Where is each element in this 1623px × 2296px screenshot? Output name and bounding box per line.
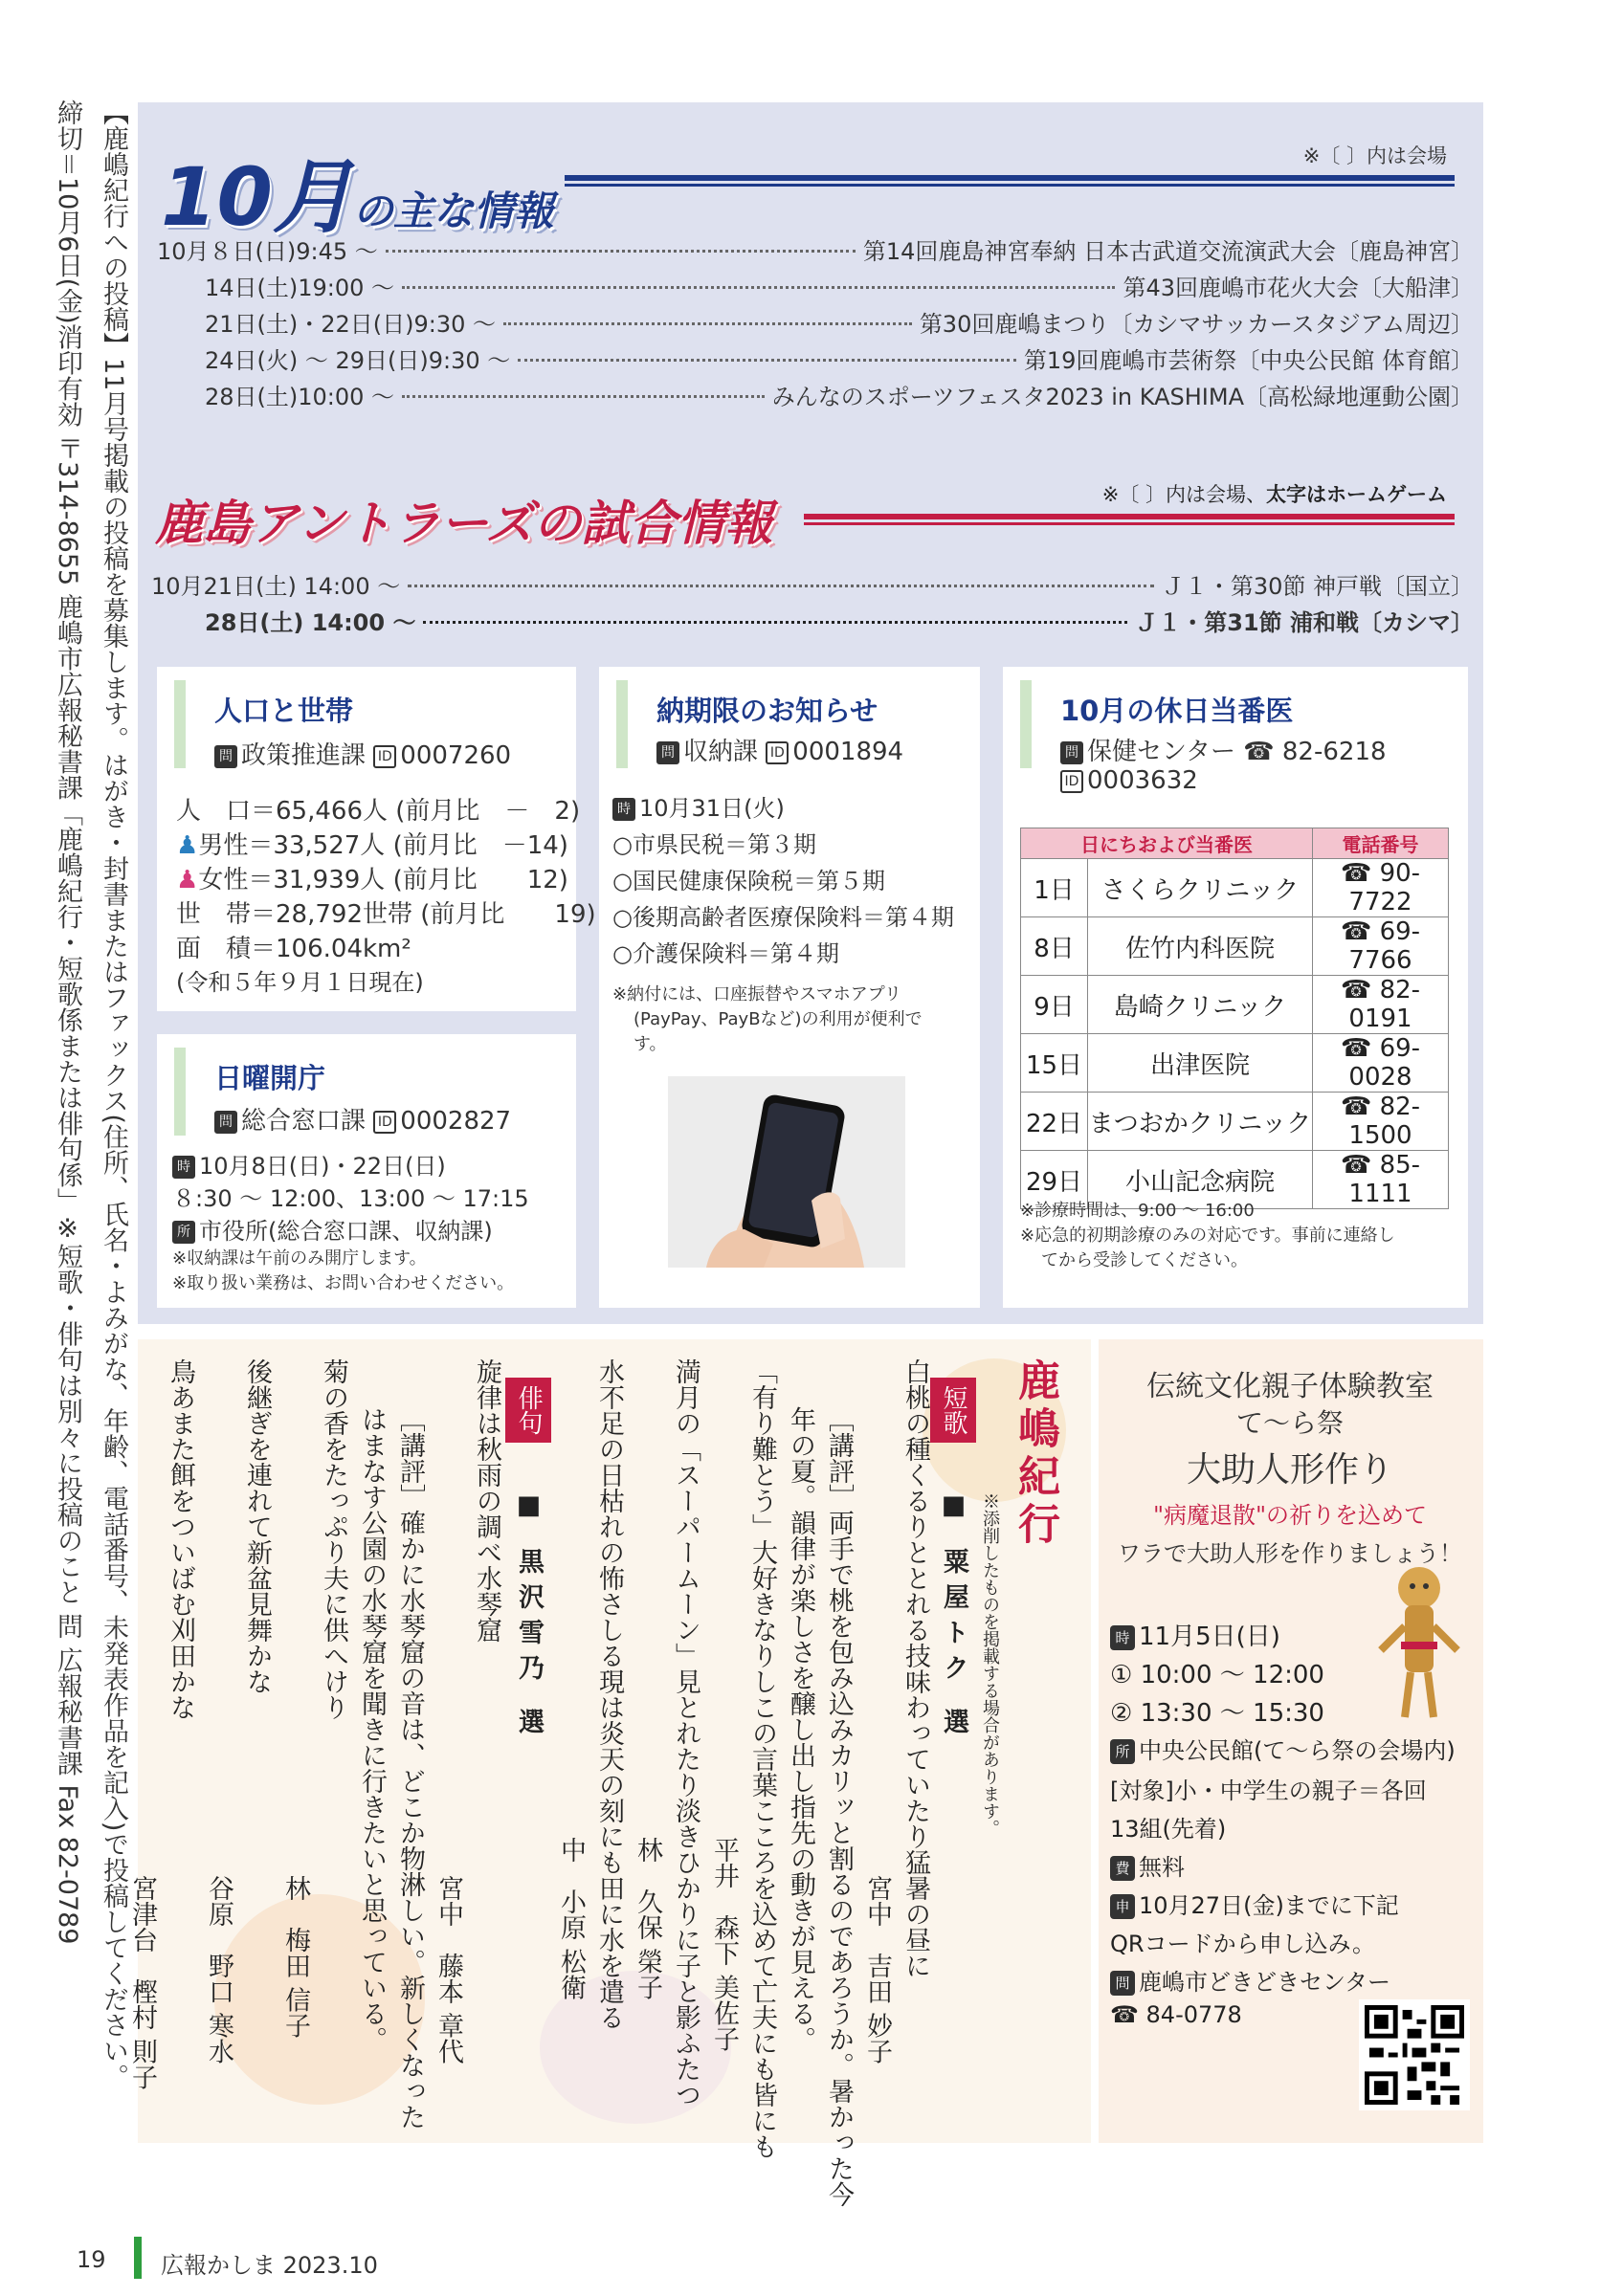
- row-label: 面 積: [176, 935, 252, 963]
- smartphone-photo: [668, 1076, 905, 1268]
- event-text: 第43回鹿嶋市花火大会〔大船津〕: [1123, 275, 1474, 301]
- haiku-header: [505, 1358, 551, 2105]
- event-fee: [1110, 1848, 1185, 1882]
- time-tag: 時: [172, 1156, 195, 1179]
- table-row: [1021, 917, 1449, 976]
- contact-tag: 問: [214, 745, 237, 768]
- row-diff: (前月比 － 2): [395, 797, 581, 826]
- holiday-contact: [1060, 732, 1387, 767]
- contact-dept: 政策推進課: [241, 741, 367, 770]
- fee-tag: 費: [1110, 1856, 1135, 1881]
- event-date-text: 11月5日(日): [1139, 1623, 1280, 1651]
- game-row: [205, 604, 1474, 637]
- apply-tag: 申: [1110, 1894, 1135, 1919]
- row-diff: (前月比 －14): [392, 831, 568, 860]
- antlers-note-home: 太字はホームゲーム: [1266, 483, 1447, 506]
- phone-icon: ☎: [1340, 1151, 1380, 1180]
- submission-notice-line-2: 締切＝10月6日(金)消印有効 〒314-8655 鹿嶋市広報秘書課「鹿嶋紀行・短歌係または俳句係」※短歌・俳句は別々に投稿のこと 問 広報秘書課 Fax 82-0789: [53, 99, 82, 1945]
- sunday-place-text: 市役所(総合窓口課、収納課): [199, 1218, 493, 1245]
- poem-comment: はまなす公園の水琴窟を聞きに行きたいと思っている。: [357, 1406, 387, 2052]
- poem-author: [199, 1358, 237, 2105]
- antlers-note: [1102, 479, 1447, 508]
- table-row: [1021, 1093, 1449, 1151]
- title-month: 10月: [161, 150, 353, 244]
- sunday-title: 日曜開庁: [214, 1062, 326, 1094]
- event-target-count: 13組(先着): [1110, 1816, 1227, 1843]
- event-title-2: て～ら祭: [1235, 1407, 1344, 1439]
- poem-text: 旋律は秋雨の調べ水琴窟: [472, 1358, 501, 1643]
- population-row: [176, 929, 411, 964]
- population-asof: (令和５年９月１日現在): [176, 969, 424, 996]
- contact-tag: 問: [1110, 1971, 1135, 1996]
- event-date: 24日(火) ～ 29日(日)9:30 ～: [205, 347, 511, 374]
- row-value: ＝65,466人: [251, 797, 388, 826]
- table-row: [1021, 976, 1449, 1034]
- event-text: 第14回鹿島神宮奉納 日本古武道交流演武大会〔鹿島神宮〕: [862, 238, 1474, 265]
- poem-author-name: 林 梅田 信子: [280, 1875, 310, 2039]
- sunday-contact: [214, 1101, 511, 1137]
- poem-author: [429, 1358, 467, 2105]
- table-row: [1021, 1034, 1449, 1093]
- holiday-doctor-card: [1003, 667, 1468, 1308]
- poem-author-name: 林 久保 榮子: [633, 1837, 662, 2000]
- event-fee-text: 無料: [1139, 1854, 1185, 1881]
- population-row: [176, 791, 580, 827]
- population-title: 人口と世帯: [214, 695, 354, 727]
- october-info-title: [161, 133, 554, 249]
- deadline-card: [599, 667, 980, 1308]
- row-label: 世 帯: [176, 900, 252, 929]
- page-id: 0007260: [400, 741, 512, 770]
- straw-doll-illustration: [1376, 1559, 1462, 1722]
- doctor-day: 29日: [1021, 1151, 1088, 1209]
- holiday-note: ※応急的初期診療のみの対応です。事前に連絡し: [1020, 1225, 1395, 1246]
- row-value: ＝28,792世帯: [251, 900, 412, 929]
- phone-icon: ☎: [1340, 976, 1380, 1004]
- poem: [314, 1358, 352, 2105]
- game-row: [151, 567, 1474, 601]
- doctor-tel-number: 69-7766: [1348, 917, 1421, 975]
- contact-dept: 収納課: [683, 738, 759, 766]
- event-text: 第30回鹿嶋まつり〔カシマサッカースタジアム周辺〕: [919, 311, 1474, 338]
- footer-accent: [134, 2237, 142, 2279]
- tanka-selector: ■ 粟屋トク 選: [939, 1490, 968, 1744]
- poem: [161, 1358, 199, 2105]
- doctor-name: 小山記念病院: [1088, 1151, 1313, 1209]
- row-label: 女性: [198, 866, 249, 894]
- female-icon: ♟: [176, 866, 199, 894]
- doctor-name: さくらクリニック: [1088, 859, 1313, 917]
- poem: [467, 1358, 505, 2105]
- event-text: 第19回鹿嶋市芸術祭〔中央公民館 体育館〕: [1023, 347, 1474, 374]
- poem-comment: ［講評］両手で桃を包み込みカリッと割るのであろうか。暑かった今: [824, 1406, 854, 2207]
- row-value: ＝31,939人: [248, 866, 386, 894]
- column-header: 日にちおよび当番医: [1021, 828, 1313, 859]
- poem-author-name: 宮中 吉田 妙子: [862, 1875, 892, 2064]
- poem-text: 白桃の種くるりととれる技味わっていたり猛暑の昼に: [900, 1358, 930, 1978]
- event-row: [157, 232, 1474, 266]
- row-label: 男性: [198, 831, 249, 860]
- holiday-title: 10月の休日当番医: [1060, 695, 1294, 727]
- poem-author: [551, 1358, 589, 2105]
- doctor-name: 出津医院: [1088, 1034, 1313, 1093]
- kiko-title: 鹿嶋紀行: [1011, 1358, 1059, 1550]
- population-contact: [214, 736, 511, 771]
- time-tag: 時: [612, 798, 635, 821]
- population-row: [176, 894, 596, 930]
- event-place-text: 中央公民館(て～ら祭の会場内): [1139, 1737, 1456, 1764]
- table-header: [1021, 828, 1449, 859]
- event-date: [1110, 1617, 1280, 1652]
- poem-columns: [127, 1358, 1066, 2207]
- place-tag: 所: [1110, 1739, 1135, 1764]
- event-slot-1: ① 10:00 ～ 12:00: [1110, 1661, 1324, 1689]
- event-date: 10月８日(日)9:45 ～: [157, 238, 378, 265]
- deadline-item: ○介護保険料＝第４期: [612, 940, 839, 967]
- event-text: みんなのスポーツフェスタ2023 in KASHIMA〔高松緑地運動公園〕: [771, 384, 1474, 410]
- phone-icon: ☎: [1243, 738, 1275, 766]
- row-label: 人 口: [176, 797, 252, 826]
- event-date: 28日(土)10:00 ～: [205, 384, 395, 410]
- id-tag: ID: [373, 1111, 396, 1134]
- page-id: 0001894: [792, 738, 904, 766]
- doctor-tel: [1313, 917, 1449, 976]
- event-title-3: 大助人形作り: [1186, 1450, 1393, 1490]
- poem: [743, 1358, 781, 2159]
- doctor-tel: [1313, 1093, 1449, 1151]
- deadline-item: ○後期高齢者医療保険料＝第４期: [612, 904, 954, 931]
- doctor-tel-number: 82-0191: [1348, 976, 1421, 1033]
- event-title-1: 伝統文化親子体験教室: [1146, 1370, 1434, 1403]
- doctor-day: 9日: [1021, 976, 1088, 1034]
- game-text: Ｊ１・第30節 神戸戦〔国立〕: [1161, 573, 1474, 600]
- id-tag: ID: [1060, 770, 1083, 793]
- event-apply-2: QRコードから申し込み。: [1110, 1931, 1376, 1957]
- poem-text: 鳥あまた餌をついばむ刈田かな: [166, 1358, 195, 1720]
- population-row: [176, 860, 568, 895]
- poem-author: [628, 1358, 666, 2105]
- deadline-contact: [656, 732, 903, 767]
- doctor-tel: [1313, 1034, 1449, 1093]
- antlers-title: 鹿島アントラーズの試合情報: [155, 496, 773, 551]
- id-tag: ID: [766, 741, 789, 764]
- title-sub: の主な情報: [352, 188, 554, 234]
- contact-tag: 問: [214, 1111, 237, 1134]
- phone-icon: ☎: [1340, 1034, 1380, 1063]
- event-row: [205, 378, 1474, 411]
- title-rule: [565, 175, 1455, 187]
- doctor-tel-number: 90-7722: [1348, 859, 1421, 916]
- poem-text: 後継ぎを連れて新盆見舞かな: [242, 1358, 272, 1694]
- poem-text: 水不足の日枯れの怖さしる現は炎天の刻にも田に水を遣る: [594, 1358, 624, 2030]
- population-row: [176, 826, 568, 861]
- doctor-tel-number: 82-1500: [1348, 1093, 1421, 1150]
- poem-author-name: 宮中 藤本 章代: [434, 1875, 463, 2064]
- event-phone-number: 84-0778: [1145, 2001, 1242, 2028]
- antlers-rule: [804, 514, 1455, 525]
- doctor-tel: [1313, 1151, 1449, 1209]
- submission-notice-line-1: 【鹿嶋紀行への投稿】11月号掲載の投稿を募集します。はがき・封書またはファックス(住所、氏名・よみがな、年齢、電話番号、未発表作品を記入)で投稿してください。: [99, 99, 128, 2090]
- page-id: 0002827: [400, 1107, 512, 1136]
- event-phone: [1110, 2001, 1242, 2028]
- doctor-name: 佐竹内科医院: [1088, 917, 1313, 976]
- poem: [666, 1358, 704, 2108]
- page-id: 0003632: [1087, 766, 1198, 795]
- doctor-name: 島崎クリニック: [1088, 976, 1313, 1034]
- sunday-date-text: 10月8日(日)・22日(日): [199, 1153, 446, 1180]
- holiday-id: [1060, 766, 1198, 795]
- sunday-place: [172, 1212, 493, 1246]
- id-tag: ID: [373, 745, 396, 768]
- sunday-hours: ８:30 ～ 12:00、13:00 ～ 17:15: [172, 1185, 529, 1212]
- game-date: 10月21日(土) 14:00 ～: [151, 573, 401, 600]
- row-value: ＝33,527人: [248, 831, 386, 860]
- row-diff: (前月比 19): [420, 900, 596, 929]
- sunday-card: [157, 1034, 576, 1308]
- holiday-note: ※診療時間は、9:00 ～ 16:00: [1020, 1201, 1255, 1221]
- info-panel: [138, 102, 1483, 1324]
- event-row: [205, 342, 1474, 375]
- doctor-day: 8日: [1021, 917, 1088, 976]
- phone-icon: ☎: [1110, 2001, 1146, 2028]
- poem-author-name: 平井 森下 美佐子: [709, 1837, 739, 2052]
- doctor-day: 15日: [1021, 1034, 1088, 1093]
- time-tag: 時: [1110, 1625, 1135, 1650]
- poem-author: [276, 1358, 314, 2105]
- deadline-note: ※納付には、口座振替やスマホアプリ: [612, 984, 902, 1004]
- population-card: [157, 667, 596, 1011]
- holiday-note: てから受診してください。: [1041, 1250, 1248, 1270]
- column-header: 電話番号: [1313, 828, 1449, 859]
- event-row: [205, 269, 1474, 302]
- event-box: [1091, 1339, 1483, 2143]
- poem: [237, 1358, 276, 2105]
- event-lead-2: ワラで大助人形を作りましょう！: [1118, 1540, 1462, 1567]
- doctor-tel-number: 85-1111: [1348, 1151, 1421, 1208]
- poem-author-name: 宮津台 樫村 則子: [127, 1875, 157, 2090]
- table-row: [1021, 859, 1449, 917]
- tanka-header: [934, 1358, 976, 2105]
- poem-author: [122, 1358, 161, 2105]
- qr-code[interactable]: [1359, 1999, 1470, 2110]
- sunday-note: ※取り扱い業務は、お問い合わせください。: [172, 1273, 515, 1293]
- game-date: 28日(土) 14:00 ～: [205, 609, 416, 636]
- deadline-item: ○市県民税＝第３期: [612, 831, 816, 858]
- venue-note: ※〔 〕内は会場: [1302, 144, 1447, 167]
- doctor-table: [1020, 828, 1449, 1209]
- deadline-note: (PayPay、PayBなど)の利用が便利で: [634, 1009, 923, 1029]
- place-tag: 所: [172, 1221, 195, 1244]
- kiko-note: ※添削したものを掲載する場合があります。: [980, 1492, 1000, 1837]
- doctor-tel-number: 69-0028: [1348, 1034, 1421, 1092]
- deadline-date-text: 10月31日(火): [639, 795, 785, 822]
- event-slot-2: ② 13:30 ～ 15:30: [1110, 1699, 1324, 1728]
- haiku-tag: 俳句: [505, 1378, 551, 1443]
- antlers-note-venue: ※〔 〕内は会場、: [1101, 483, 1266, 506]
- row-value: ＝106.04km²: [251, 935, 411, 963]
- poem: [896, 1358, 934, 2105]
- event-contact-text: 鹿嶋市どきどきセンター: [1139, 1969, 1391, 1996]
- doctor-tel: [1313, 859, 1449, 917]
- poem-text: 満月の「スーパームーン」見とれたり淡きひかりに子と影ふたつ: [671, 1358, 700, 2108]
- event-row: [205, 305, 1474, 339]
- kiko-section: [127, 1339, 1483, 2207]
- phone-icon: ☎: [1340, 859, 1380, 888]
- phone-icon: ☎: [1340, 1093, 1380, 1121]
- deadline-note: す。: [634, 1034, 667, 1054]
- poem-comment: 年の夏。韻律が楽しさを醸し出し指先の動きが見える。: [786, 1406, 815, 2052]
- row-diff: (前月比 12): [392, 866, 568, 894]
- doctor-day: 1日: [1021, 859, 1088, 917]
- submission-notice: [42, 99, 134, 2090]
- poem-author: [704, 1358, 743, 2105]
- doctor-name: まつおかクリニック: [1088, 1093, 1313, 1151]
- sunday-note: ※収納課は午前のみ開庁します。: [172, 1248, 427, 1269]
- doctor-day: 22日: [1021, 1093, 1088, 1151]
- poem-text: 「有り難とう」大好きなりしこの言葉こころを込めて亡夫にも皆にも: [747, 1358, 777, 2159]
- deadline-item: ○国民健康保険税＝第５期: [612, 868, 885, 894]
- event-place: [1110, 1732, 1456, 1765]
- poem-author: [857, 1358, 896, 2105]
- sunday-date: [172, 1147, 446, 1181]
- poem-text: 菊の香をたっぷり夫に供へけり: [319, 1358, 348, 1720]
- page-number: 19: [77, 2246, 106, 2273]
- phone-icon: ☎: [1340, 917, 1380, 946]
- tanka-tag: 短歌: [930, 1378, 976, 1443]
- contact-dept: 保健センター: [1087, 738, 1235, 766]
- event-apply-text: 10月27日(金)までに下記: [1139, 1892, 1399, 1919]
- event-target: [対象]小・中学生の親子＝各回: [1110, 1777, 1427, 1804]
- poem-author-name: 中 小原 松衛: [556, 1837, 586, 2000]
- event-apply: [1110, 1887, 1399, 1920]
- deadline-title: 納期限のお知らせ: [656, 695, 878, 727]
- doctor-tel: [1313, 976, 1449, 1034]
- contact-tag: 問: [1060, 741, 1083, 764]
- event-date: 14日(土)19:00 ～: [205, 275, 395, 301]
- contact-tag: 問: [656, 741, 679, 764]
- contact-dept: 総合窓口課: [241, 1107, 367, 1136]
- event-lead-1: "病魔退散"の祈りを込めて: [1152, 1502, 1428, 1529]
- deadline-date: [612, 789, 785, 823]
- event-contact: [1110, 1963, 1390, 1997]
- event-date: 21日(土)・22日(日)9:30 ～: [205, 311, 497, 338]
- game-text: Ｊ１・第31節 浦和戦〔カシマ〕: [1135, 609, 1474, 636]
- publication-name: 広報かしま 2023.10: [161, 2252, 378, 2279]
- poem-author-name: 谷原 野口 寒水: [204, 1875, 233, 2064]
- male-icon: ♟: [176, 831, 199, 860]
- contact-phone: 82-6218: [1281, 738, 1387, 766]
- poem-comment: ［講評］確かに水琴窟の音は、どこか物淋しい。新しくなった: [395, 1406, 425, 2130]
- poem: [589, 1358, 628, 2105]
- haiku-selector: ■ 黒沢雪乃 選: [514, 1490, 544, 1744]
